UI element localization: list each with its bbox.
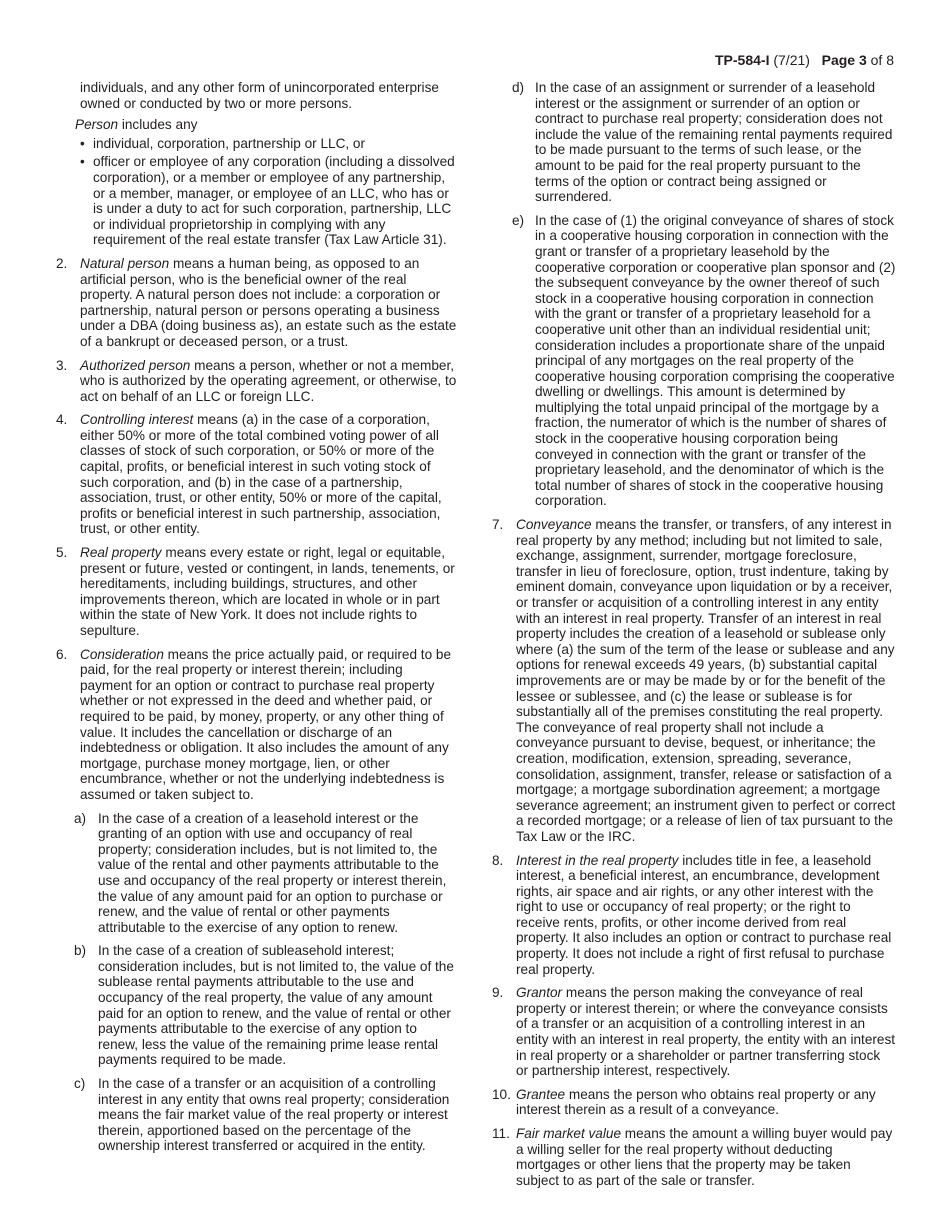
definition-item: 2. Natural person means a human being, as opposed to an artificial person, who is the beneficial owner of the real property. A natural person does not include: a corporation or partnership, natural person or persons operating a business under a DBA (doing business as), an estate such as the estate of a bankrupt or deceased person, or a trust. — [56, 255, 457, 349]
person-bullet-list — [56, 136, 458, 248]
page-of: of 8 — [870, 52, 894, 68]
consideration-subitem: e) In the case of (1) the original conveyance of shares of stock in a cooperative housing corporation in connection with the grant or transfer of a proprietary leasehold by the cooperative corporation or cooperative plan sponsor and (2) the subsequent conveyance by the owner thereof of such stock in a cooperative housing corporation in connection with the grant or transfer of a proprietary leasehold for a cooperative unit other than an individual residential unit; consideration includes a proportionate share of the unpaid principal of any mortgages on the real property of the cooperative housing corporation comprising the cooperative dwelling or dwellings. This amount is determined by multiplying the total unpaid principal of the mortgage by a fraction, the numerator of which is the number of shares of stock in the cooperative housing corporation being conveyed in connection with the grant or transfer of the proprietary leasehold, and the denominator of which is the total number of shares of stock in the cooperative housing corporation. — [512, 212, 896, 509]
definition-item: 9. Grantor means the person making the conveyance of real property or interest therein; or where the conveyance consists of a transfer or an acquisition of a controlling interest in an entity with an interest in real property, the entity with an interest in real property or a shareholder or partner transferring stock or partnership interest, respectively. — [492, 985, 896, 1079]
person-definition — [56, 117, 458, 133]
definition-item: 11. Fair market value means the amount a willing buyer would pay a willing seller for the real property without deducting mortgages or other liens that the property may be taken subject to as part of the sale or transfer. — [492, 1126, 893, 1188]
consideration-subitem: d) In the case of an assignment or surrender of a leasehold interest or the assignment or surrender of an option or contract to purchase real property; consideration does not include the value of the remaining rental payments required to be made pursuant to the terms of such lease, or the amount to be paid for the real property pursuant to the terms of the option or contract being assigned or surrendered. — [512, 80, 893, 205]
definition-item: 4. Controlling interest means (a) in the case of a corporation, either 50% or more of the total combined voting power of all classes of stock of such corporation, or 50% or more of the capital, profits, or beneficial interest in such voting stock of such corporation, and (b) in the case of a partnership, association, trust, or other entity, 50% or more of the capital, profits or beneficial interest in such partnership, association, trust, or other entity. — [56, 412, 442, 537]
intro-paragraph: individuals, and any other form of unincorporated enterprise owned or conducted by two or more persons. — [80, 80, 439, 111]
definition-text: includes any — [118, 117, 198, 133]
form-id: TP-584-I — [715, 52, 770, 68]
definition-item: 6. Consideration means the price actually paid, or required to be paid, for the real property or interest therein; including payment for an option or contract to purchase real property whether or not expressed in the deed and whether paid, or required to be paid, by money, property, or any other thing of value. It includes the cancellation or discharge of an indebtedness or obligation. It also includes the amount of any mortgage, purchase money mortgage, lien, or other encumbrance, whether or not the underlying indebtedness is assumed or taken subject to. — [56, 646, 452, 802]
definition-item: 7. Conveyance means the transfer, or transfers, of any interest in real property by any method; including but not limited to sale, exchange, assignment, surrender, mortgage foreclosure, transfer in lieu of foreclosure, option, trust indenture, taking by eminent domain, conveyance upon liquidation or by a receiver, or transfer or acquisition of a controlling interest in any entity with an interest in real property. Transfer of an interest in real property includes the creation of a leasehold or sublease only where (a) the sum of the term of the lease or sublease and any options for renewal exceeds 49 years, (b) substantial capital improvements are or may be made by or for the benefit of the lessee or sublessee, and (c) the lease or sublease is for substantially all of the premises constituting the real property. The conveyance of real property shall not include a conveyance pursuant to devise, bequest, or inheritance; the creation, modification, extension, spreading, severance, consolidation, assignment, transfer, release or satisfaction of a mortgage; a mortgage subordination agreement; a mortgage severance agreement; an instrument given to perfect or correct a recorded mortgage; or a release of lien of tax pursuant to the Tax Law or the IRC. — [492, 517, 896, 844]
definition-item: 5. Real property means every estate or right, legal or equitable, present or future, vested or contingent, in lands, tenements, or hereditaments, including buildings, structures, and other improvements thereon, which are located in whole or in part within the state of New York. It does not include rights to sepulture. — [56, 545, 455, 638]
definition-item: 3. Authorized person means a person, whether or not a member, who is authorized by the operating agreement, or otherwise, to act on behalf of an LLC or foreign LLC. — [56, 357, 457, 404]
left-column — [56, 80, 458, 1154]
page-header — [715, 52, 894, 68]
definition-item: 8. Interest in the real property includes title in fee, a leasehold interest, a beneficial interest, an encumbrance, development rights, air space and air rights, or any other interest with the right to use or occupancy of real property; or the right to receive rents, profits, or other income derived from real property. It also includes an option or contract to purchase real property. It does not include a right of first refusal to purchase real property. — [492, 852, 892, 977]
consideration-subitem: a) In the case of a creation of a leasehold interest or the granting of an option with use and occupancy of real property; consideration includes, but is not limited to, the value of the rental and other payments attributable to the use and occupancy of the real property or interest therein, the value of any amount paid for an option to purchase or renew, and the value of rental or other payments attributable to the exercise of any option to renew. — [74, 810, 447, 935]
consideration-subitem: c) In the case of a transfer or an acquisition of a controlling interest in any entity that owns real property; consideration means the fair market value of the real property or interest therein, apportioned based on the percentage of the ownership interest transferred or acquired in the entity. — [74, 1076, 450, 1154]
bullet-icon: • — [80, 154, 85, 170]
page-label: Page 3 — [821, 52, 867, 68]
bullet-item: • individual, corporation, partnership or LLC, or — [80, 135, 366, 151]
consideration-subitem: b) In the case of a creation of subleasehold interest; consideration includes, but is not limited to, the value of the sublease rental payments attributable to the use and occupancy of the real property, the value of any amount paid for an option to renew, and the value of rental or other payments attributable to the exercise of any option to renew, less the value of the remaining prime lease rental payments required to be made. — [74, 943, 454, 1068]
bullet-icon: • — [80, 135, 85, 151]
definition-item: 10. Grantee means the person who obtains real property or any interest therein as a result of a conveyance. — [492, 1086, 876, 1118]
bullet-item: • officer or employee of any corporation (including a dissolved corporation), or a member or employee of any partnership, or a member, manager, or employee of an LLC, who has or is under a duty to act for such corporation, partnership, LLC or individual proprietorship in complying with any requirement of the real estate transfer (Tax Law Article 31). — [80, 154, 455, 248]
form-revision: (7/21) — [773, 52, 810, 68]
term: Person — [75, 117, 119, 133]
right-column — [492, 80, 896, 1188]
